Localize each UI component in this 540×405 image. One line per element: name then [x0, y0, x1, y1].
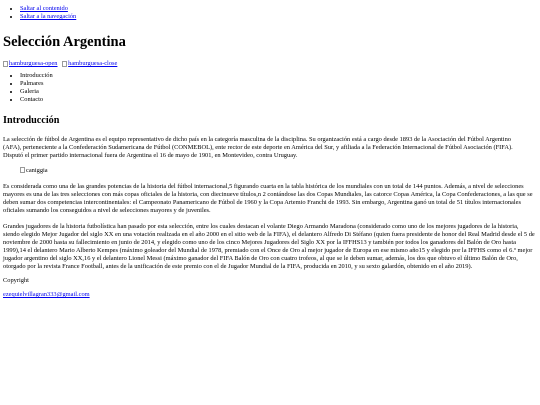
nav-item-galeria[interactable]: • Galeria — [20, 88, 536, 96]
skip-to-navigation-link[interactable]: Saltar a la navegación — [20, 13, 77, 20]
nav-item-palmares[interactable]: • Palmares — [20, 80, 536, 88]
main-nav — [3, 72, 536, 104]
hamburger-close-button[interactable] — [62, 60, 117, 68]
section-title: Introducción — [3, 115, 60, 126]
intro-paragraph: La selección de fútbol de Argentina es el equipo representativo de dicho país en la categoría masculina de la disciplina. Su organización está a cargo desde 1893 de la Asociación del Fútbol Argentino (AFA), perteneciente a la Confederación Sudamericana de Fútbol (CONMEBOL), ente rector de este deporte en América del Sur, y afiliada a la Federación Internacional de Fútbol Asociación (FIFA). Disputó el primer partido internacional fuera de Argentina el 16 de mayo de 1901, en Montevideo, contra Uruguay. — [3, 136, 513, 159]
image-alt-text: caniggia — [26, 167, 48, 174]
footer-email-row — [3, 291, 536, 299]
broken-image-icon — [3, 61, 8, 67]
broken-image-icon — [20, 167, 25, 173]
hamburger-toggle-row — [3, 60, 536, 68]
skip-to-content-link[interactable]: Saltar al contenido — [20, 5, 68, 12]
caniggia-image — [20, 167, 536, 180]
page-title: Selección Argentina — [3, 34, 126, 50]
skip-link-item — [20, 5, 536, 13]
email-link[interactable]: ezequielvillagran333@gmail.com — [3, 291, 90, 298]
skip-links — [3, 5, 536, 21]
hamburger-open-button[interactable] — [3, 60, 58, 68]
skip-link-item — [20, 13, 536, 21]
copyright-text: Copyright — [3, 277, 29, 284]
history-paragraph: Es considerada como una de las grandes potencias de la historia del fútbol internacional,5 figurando cuarta en la tabla histórica de los mundiales con un total de 144 puntos. Además, a nivel de selecciones mayores es una de las tres selecciones con más copas oficiales de la historia, con diecinueve títulos,n 2 contándose las dos Copas Mundiales, las catorce Copas América, la Copa Confederaciones, a las que se deben sumar dos competencias intercontinentales: el Campeonato Panamericano de Fútbol de 1960 y la Copa Artemio Franchi de 1993. Sin embargo, Argentina ganó un total de 51 títulos internacionales oficiales sumando los conseguidos a nivel de selecciones mayores y de juveniles. — [3, 183, 533, 214]
hamburger-close-alt: hamburguesa-close — [68, 60, 118, 67]
players-paragraph: Grandes jugadores de la historia futbolística han pasado por esta selección, entre los cuales destacan el volante Diego Armando Maradona (considerado como uno de los mejores jugadores de la historia, siendo elegido Mejor Jugador del siglo XX en una votación realizada en el año 2000 en el sitio web de la FIFA), el delantero Alfredo Di Stéfano (quien fuera presidente de honor del Real Madrid desde el 5 de noviembre de 2000 hasta su fallecimiento en junio de 2014, y elegido como uno de los cinco Mejores Jugadores del Siglo XX por la IFFHS13 y también por todos los ganadores del Balón de Oro hasta 1999),14 el delantero Mario Alberto Kempes (máximo goleador del Mundial de 1978, premiado con el Once de Oro al mejor jugador de Europa en ese mismo año15 y elegido por la IFFHS como el 6.º mejor jugador argentino del siglo XX,16 y el delantero Lionel Messi (máximo ganador del FIFA Balón de Oro con cuatro trofeos, al que se le deben sumar, además, los dos que obtuvo el último Balón de Oro, otorgado por la revista France Football, antes de la unificación de este premio con el de Jugador Mundial de la FIFA, producida en 2010, y su sexto galardón, obtenido en el año 2019). — [3, 223, 535, 270]
nav-item-introduccion[interactable]: • Introducción — [20, 72, 536, 80]
hamburger-open-alt: hamburguesa-open — [9, 60, 58, 67]
nav-item-contacto[interactable]: • Contacto — [20, 96, 536, 104]
broken-image-icon — [62, 61, 67, 67]
